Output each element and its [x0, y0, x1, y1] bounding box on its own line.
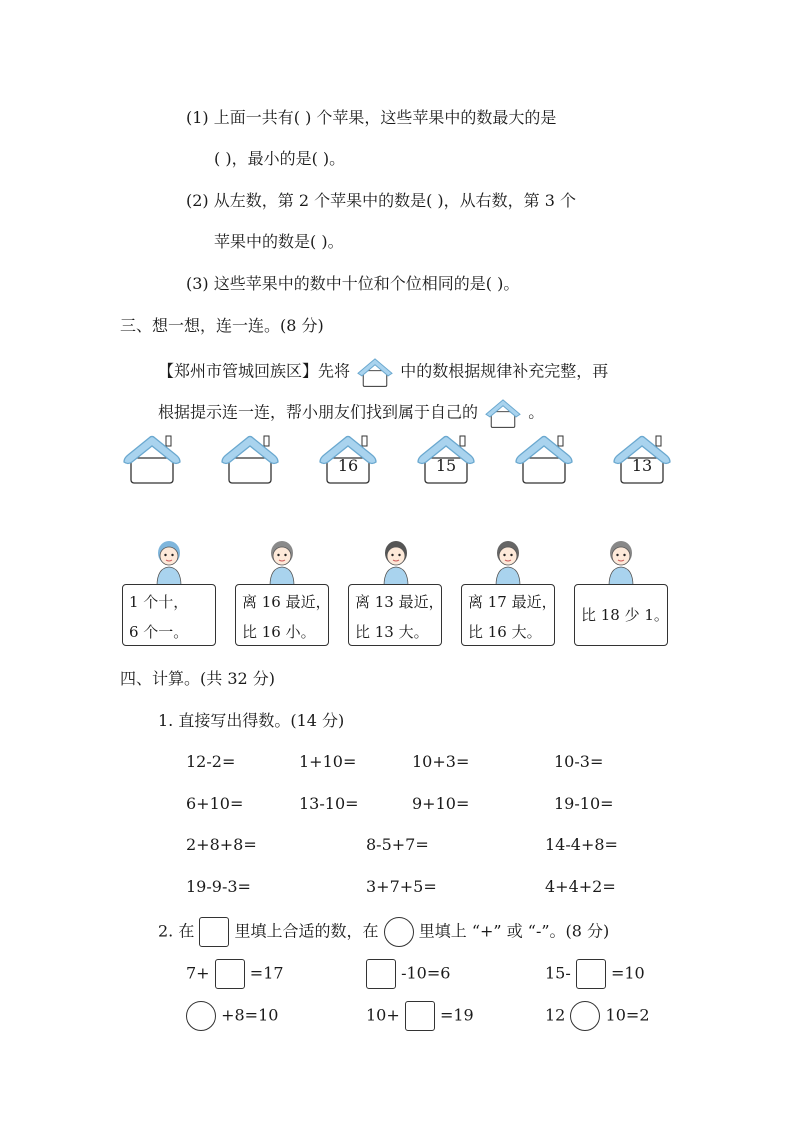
calc-3-1: 2+8+8=: [186, 835, 257, 854]
answer-box[interactable]: [366, 959, 396, 989]
child-figure-icon: [601, 538, 641, 586]
operator-circle[interactable]: [570, 1001, 600, 1031]
hint-card-1-line-2: 6 个一。: [129, 623, 189, 641]
calc-4-3: 4+4+2=: [545, 877, 616, 896]
sample-circle-icon: [384, 917, 414, 947]
house-3[interactable]: [318, 432, 378, 484]
hint-card-2-line-2: 比 16 小。: [242, 623, 316, 641]
hint-card-4-line-2: 比 16 大。: [468, 623, 542, 641]
section-4-title: 四、计算。(共 32 分): [120, 669, 276, 688]
answer-box[interactable]: [576, 959, 606, 989]
eq6-right: 10=2: [605, 1005, 650, 1025]
hint-card-4-line-1: 离 17 最近，: [468, 593, 557, 611]
hint-card-1-line-1: 1 个十，: [129, 593, 189, 611]
question-2-line-2: 苹果中的数是( )。: [214, 232, 344, 251]
hint-card-3-line-2: 比 13 大。: [355, 623, 429, 641]
intro-text-c: 根据提示连一连，帮小朋友们找到属于自己的: [158, 402, 479, 422]
calc-2-4: 19-10=: [554, 794, 614, 813]
eq4-right: +8=10: [221, 1005, 279, 1025]
house-outline-icon: [355, 355, 395, 389]
sub2-text-c: 里填上 “+” 或 “-”。(8 分): [418, 921, 610, 941]
section-3-intro-line-1: [158, 355, 608, 389]
calc-1-1: 12-2=: [186, 752, 236, 771]
house-2[interactable]: [220, 432, 280, 484]
hint-card-2-line-1: 离 16 最近，: [242, 593, 331, 611]
calc-1-4: 10-3=: [554, 752, 604, 771]
fill-equation-6: [545, 1001, 650, 1031]
house-icon: [220, 432, 280, 484]
calc-3-3: 14-4+8=: [545, 835, 618, 854]
hint-card-1[interactable]: [122, 584, 216, 646]
eq1-left: 7+: [186, 963, 210, 983]
question-3-line-1: (3) 这些苹果中的数中十位和个位相同的是( )。: [186, 274, 520, 293]
eq5-left: 10+: [366, 1005, 400, 1025]
section-3-title: 三、想一想，连一连。(8 分): [120, 316, 324, 335]
child-figure-icon: [262, 538, 302, 586]
eq3-left: 15-: [545, 963, 571, 983]
child-figure-icon: [149, 538, 189, 586]
sub2-text-b: 里填上合适的数，在: [234, 921, 379, 941]
fill-equation-4: [186, 1001, 278, 1031]
house-6[interactable]: [612, 432, 672, 484]
calc-1-2: 1+10=: [299, 752, 357, 771]
calc-1-3: 10+3=: [412, 752, 470, 771]
eq1-right: =17: [249, 963, 284, 983]
hint-card-3-line-1: 离 13 最近，: [355, 593, 444, 611]
hint-card-4[interactable]: [461, 584, 555, 646]
fill-equation-1: [186, 959, 284, 989]
question-1-line-2: ( )，最小的是( )。: [214, 149, 346, 168]
operator-circle[interactable]: [186, 1001, 216, 1031]
house-3-number: 16: [337, 456, 359, 475]
house-outline-icon: [483, 396, 523, 430]
calc-2-3: 9+10=: [412, 794, 470, 813]
calc-2-1: 6+10=: [186, 794, 244, 813]
calc-2-2: 13-10=: [299, 794, 359, 813]
house-1[interactable]: [122, 432, 182, 484]
answer-box[interactable]: [215, 959, 245, 989]
eq6-left: 12: [545, 1005, 566, 1025]
child-figure-icon: [376, 538, 416, 586]
house-icon: [514, 432, 574, 484]
hint-card-5-line-1: 比 18 少 1。: [581, 606, 669, 624]
eq5-right: =19: [439, 1005, 474, 1025]
intro-text-d: 。: [528, 402, 545, 422]
child-figure-icon: [488, 538, 528, 586]
hint-card-2[interactable]: [235, 584, 329, 646]
house-6-number: 13: [631, 456, 653, 475]
calc-4-2: 3+7+5=: [366, 877, 437, 896]
fill-equation-5: [366, 1001, 474, 1031]
intro-text-a: 【郑州市管城回族区】先将: [158, 361, 351, 381]
question-2-line-1: (2) 从左数，第 2 个苹果中的数是( )，从右数，第 3 个: [186, 191, 577, 210]
sample-box-icon: [199, 917, 229, 947]
answer-box[interactable]: [405, 1001, 435, 1031]
fill-equation-2: [366, 959, 450, 989]
section-3-intro-line-2: [158, 396, 544, 430]
subsection-2-title: [158, 917, 609, 947]
sub2-text-a: 2. 在: [158, 921, 195, 941]
house-4[interactable]: [416, 432, 476, 484]
hint-card-3[interactable]: [348, 584, 442, 646]
eq3-right: =10: [610, 963, 645, 983]
question-1-line-1: (1) 上面一共有( ) 个苹果，这些苹果中的数最大的是: [186, 108, 557, 127]
intro-text-b: 中的数根据规律补充完整，再: [400, 361, 609, 381]
house-icon: [122, 432, 182, 484]
calc-4-1: 19-9-3=: [186, 877, 251, 896]
subsection-1-title: 1. 直接写出得数。(14 分): [158, 711, 345, 730]
eq2-right: -10=6: [401, 963, 451, 983]
fill-equation-3: [545, 959, 645, 989]
house-4-number: 15: [435, 456, 457, 475]
house-5[interactable]: [514, 432, 574, 484]
hint-card-5[interactable]: [574, 584, 668, 646]
calc-3-2: 8-5+7=: [366, 835, 429, 854]
